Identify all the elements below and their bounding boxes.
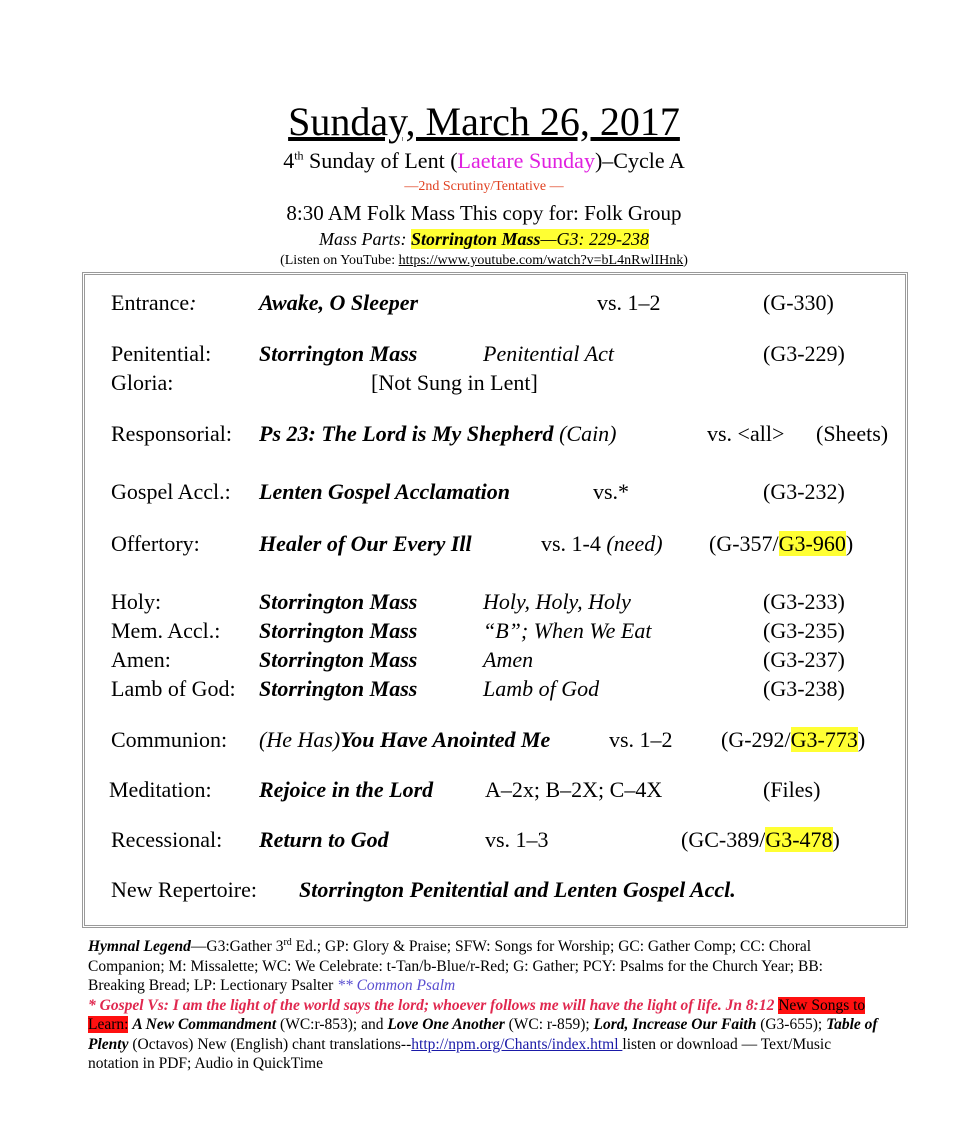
lamb-label: Lamb of God:: [111, 676, 236, 701]
entrance-verses: vs. 1–2: [597, 290, 661, 315]
meditation-verses: A–2x; B–2X; C–4X: [485, 777, 663, 802]
mem-ref: (G3-235): [763, 618, 845, 643]
holy-label: Holy:: [111, 589, 162, 614]
program-box: [82, 272, 908, 928]
common-psalm-note: ** Common Psalm: [337, 977, 456, 995]
responsorial-verses: vs. <all>: [707, 421, 785, 446]
gospel-verse-note: * Gospel Vs: I am the light of the world says the lord; whoever follows me will have the light of life. Jn 8:12: [88, 996, 775, 1014]
recessional-title: Return to God: [259, 827, 389, 852]
entrance-label: Entrance:: [111, 290, 197, 315]
gospel-label: Gospel Accl.:: [111, 479, 231, 504]
gospel-title: Lenten Gospel Acclamation: [259, 479, 510, 504]
entrance-ref: (G-330): [763, 290, 834, 315]
responsorial-title: Ps 23: The Lord is My Shepherd (Cain): [259, 421, 617, 446]
gospel-ref: (G3-232): [763, 479, 845, 504]
offertory-title: Healer of Our Every Ill: [259, 531, 472, 556]
communion-label: Communion:: [111, 727, 228, 752]
lamb-ref: (G3-238): [763, 676, 845, 701]
meditation-label: Meditation:: [109, 777, 212, 802]
mem-part: “B”; When We Eat: [483, 618, 652, 643]
holy-title: Storrington Mass: [259, 589, 418, 614]
communion-verses: vs. 1–2: [609, 727, 673, 752]
mass-parts-setting: Storrington Mass: [410, 229, 541, 249]
amen-part: Amen: [483, 647, 534, 672]
penitential-title: Storrington Mass: [259, 341, 418, 366]
lamb-part: Lamb of God: [483, 676, 600, 701]
offertory-verses: vs. 1-4 (need): [541, 531, 663, 556]
mass-parts-line: Mass Parts: Storrington Mass—G3: 229-238: [318, 229, 650, 249]
offertory-label: Offertory:: [111, 531, 200, 556]
legend-title: Hymnal Legend: [88, 938, 191, 956]
lamb-title: Storrington Mass: [259, 676, 418, 701]
repertoire-title: Storrington Penitential and Lenten Gospel Accl.: [299, 877, 736, 902]
new-songs-badge: New Songs to Learn:: [88, 996, 866, 1034]
amen-title: Storrington Mass: [259, 647, 418, 672]
page-title: Sunday, March 26, 2017: [288, 99, 680, 144]
penitential-part: Penitential Act: [483, 341, 614, 366]
recessional-verses: vs. 1–3: [485, 827, 549, 852]
meditation-ref: (Files): [763, 777, 821, 802]
hymnal-legend: Hymnal Legend—G3:Gather 3rd Ed.; GP: Glory & Praise; SFW: Songs for Worship; GC: Gather Comp; CC: Choral Companion; M: Missalette; WC: We Celebrate: t-Tan/b-Blue/r-Red; G: Gather; PCY: Psalms for the Church Year; BB: Breaking Bread; LP: Lectionary Psalter ** Common Psalm * Gospel Vs: I am the light of the world says the lord; whoever follows me will have the light of life. Jn 8:12 New Songs to Learn: A New Commandment (WC:r-853); and Love One Another (WC: r-859); Lord, Increase Our Faith (G3-655); Table of Plenty (Octavos) New (English) chant translations--http://npm.org/Chants/index.html listen or download — Text/Music notation in PDF; Audio in QuickTime: [88, 937, 878, 1073]
listen-line: (Listen on YouTube: https://www.youtube.com/watch?v=bL4nRwlIHnk): [280, 253, 688, 268]
communion-title: (He Has)You Have Anointed Me: [259, 727, 551, 752]
entrance-title: Awake, O Sleeper: [259, 290, 419, 315]
recessional-ref: (GC-389/G3-478): [681, 827, 840, 852]
scrutiny-note: —2nd Scrutiny/Tentative —: [404, 179, 564, 194]
meditation-title: Rejoice in the Lord: [259, 777, 434, 802]
gloria-note: [Not Sung in Lent]: [371, 370, 538, 395]
liturgical-day: 4th Sunday of Lent (Laetare Sunday)–Cycle A: [283, 148, 685, 173]
amen-label: Amen:: [111, 647, 171, 672]
responsorial-label: Responsorial:: [111, 421, 232, 446]
recessional-label: Recessional:: [111, 827, 223, 852]
laetare-sunday: Laetare Sunday: [457, 148, 595, 173]
mass-time-line: 8:30 AM Folk Mass This copy for: Folk Group: [286, 201, 682, 225]
holy-ref: (G3-233): [763, 589, 845, 614]
offertory-ref: (G-357/G3-960): [709, 531, 854, 556]
communion-ref: (G-292/G3-773): [721, 727, 866, 752]
mem-title: Storrington Mass: [259, 618, 418, 643]
penitential-label: Penitential:: [111, 341, 212, 366]
gloria-label: Gloria:: [111, 370, 174, 395]
amen-ref: (G3-237): [763, 647, 845, 672]
holy-part: Holy, Holy, Holy: [483, 589, 631, 614]
responsorial-ref: (Sheets): [816, 421, 889, 446]
repertoire-label: New Repertoire:: [111, 877, 257, 902]
mem-label: Mem. Accl.:: [111, 618, 221, 643]
gospel-verses: vs.*: [593, 479, 630, 504]
youtube-link[interactable]: https://www.youtube.com/watch?v=bL4nRwlIHnk: [398, 253, 684, 268]
npm-chants-link[interactable]: http://npm.org/Chants/index.html: [411, 1035, 623, 1053]
penitential-ref: (G3-229): [763, 341, 845, 366]
